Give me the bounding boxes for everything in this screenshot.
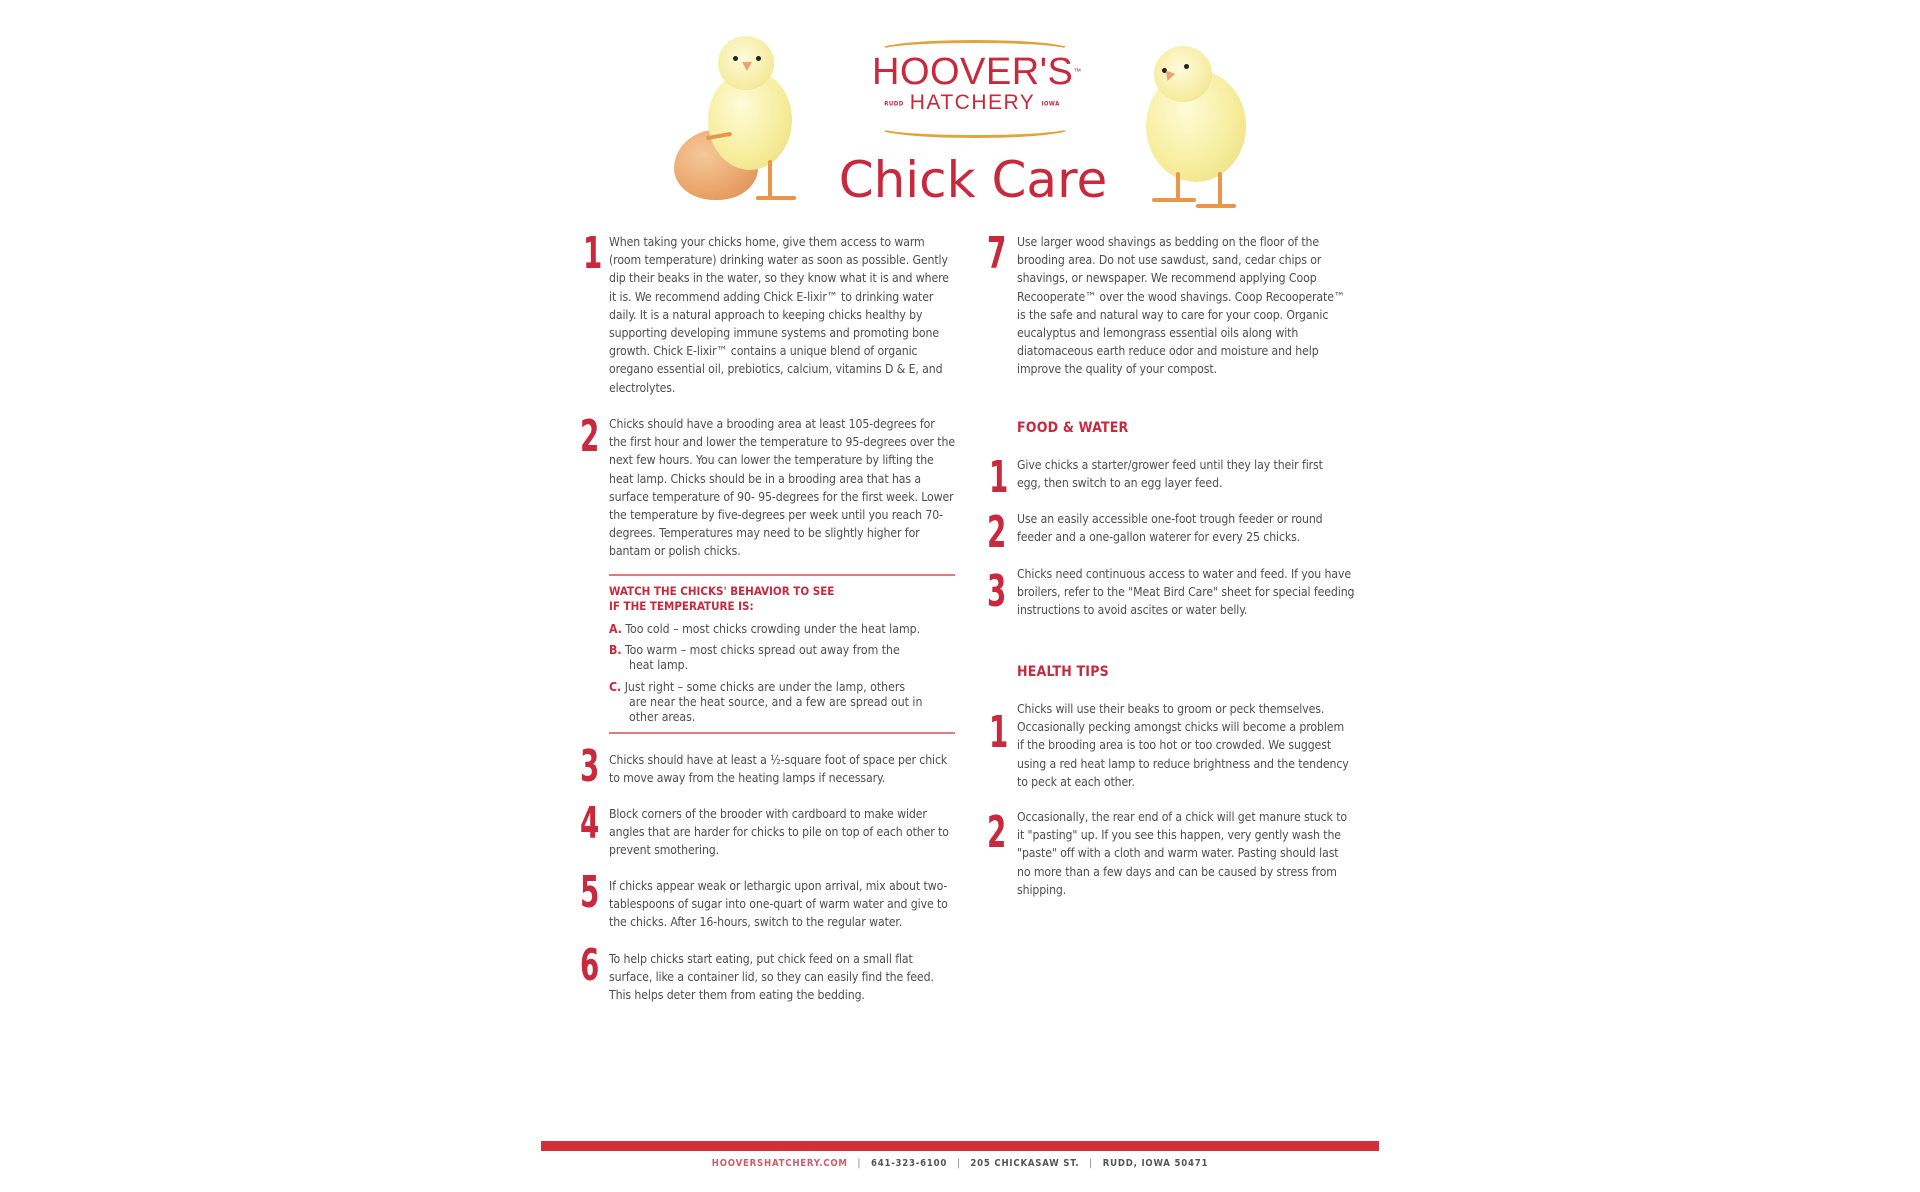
item-number: 1	[989, 452, 1009, 503]
watch-title: WATCH THE CHICKS' BEHAVIOR TO SEE IF THE TEMPERATURE IS:	[609, 584, 835, 613]
logo-brand-name: HOOVER'S™	[872, 51, 1082, 93]
chick-leg	[768, 160, 772, 198]
item-number: 2	[987, 807, 1007, 858]
phone-number: 641-323-6100	[870, 1158, 948, 1169]
chick-eye	[733, 56, 738, 61]
option-too-cold: A. Too cold – most chicks crowding under the heat lamp.	[609, 622, 921, 636]
step-text: Block corners of the brooder with cardboard to make wider angles that are harder for chicks to pile on top of each other to prevent smothering.	[609, 807, 949, 858]
step-number: 7	[987, 228, 1007, 279]
option-too-warm: B. Too warm – most chicks spread out away from the heat lamp.	[609, 643, 900, 672]
logo-subtitle	[872, 92, 1072, 116]
footer-contact	[541, 1158, 1379, 1169]
step-text: Chicks should have a brooding area at least 105-degrees for the first hour and lower the temperature to 95-degrees over the next few hours. You can lower the temperature by lifting the heat lamp. Chicks should be in a brooding area that has a surface temperature of 90- 95-degrees for the first week. Lower the temperature by five-degrees per week until you reach 70-degrees. Temperatures may need to be slightly higher for bantam or polish chicks.	[609, 417, 956, 559]
city-address: RUDD, IOWA 50471	[1102, 1158, 1209, 1169]
website-link[interactable]: HOOVERSHATCHERY.COM	[711, 1158, 848, 1169]
chick-beak	[742, 62, 752, 71]
item-text: Chicks will use their beaks to groom or peck themselves. Occasionally pecking amongst chicks will become a problem if the brooding area is too hot or too crowded. We suggest using a red heat lamp to reduce brightness and the tendency to peck at each other.	[1017, 702, 1349, 789]
step-number: 4	[580, 798, 600, 849]
right-chick-image	[1140, 42, 1250, 212]
step-number: 6	[580, 940, 600, 991]
logo-hatchery: HATCHERY	[909, 91, 1036, 114]
page-title: Chick Care	[838, 151, 1108, 209]
footer-bar	[541, 1141, 1379, 1151]
step-number: 3	[580, 741, 600, 792]
section-heading: HEALTH TIPS	[1017, 664, 1109, 680]
item-text: Give chicks a starter/grower feed until they lay their first egg, then switch to an egg layer feed.	[1017, 458, 1323, 491]
step-number: 5	[580, 867, 600, 918]
chick-foot	[1196, 204, 1236, 208]
item-text: Occasionally, the rear end of a chick will get manure stuck to it "pasting" up. If you see this happen, very gently wash the "paste" off with a cloth and warm water. Pasting should last no more than a few days and can be caused by stress from shipping.	[1017, 810, 1347, 897]
section-heading: FOOD & WATER	[1017, 420, 1129, 436]
chick-foot	[756, 196, 796, 200]
step-number: 1	[583, 228, 603, 279]
chick-foot	[1152, 198, 1196, 202]
step-number: 2	[580, 411, 600, 462]
separator: |	[1089, 1158, 1093, 1169]
left-chick-image	[668, 30, 818, 210]
item-number: 3	[987, 566, 1007, 617]
step-text: If chicks appear weak or lethargic upon arrival, mix about two-tablespoons of sugar into one-quart of warm water and give to the chicks. After 16-hours, switch to the regular water.	[609, 879, 948, 930]
step-text: To help chicks start eating, put chick feed on a small flat surface, like a container lid, so they can easily find the feed. This helps deter them from eating the bedding.	[609, 952, 934, 1003]
item-number: 2	[987, 507, 1007, 558]
option-just-right: C. Just right – some chicks are under the lamp, others are near the heat source, and a few are spread out in other areas.	[609, 680, 923, 724]
item-number: 1	[989, 707, 1009, 758]
logo-state: IOWA	[1041, 100, 1060, 108]
item-text: Chicks need continuous access to water and feed. If you have broilers, refer to the "Meat Bird Care" sheet for special feeding instructions to avoid ascites or water belly.	[1017, 567, 1355, 618]
chick-eye	[756, 56, 761, 61]
chick-eye	[1184, 64, 1189, 69]
separator: |	[857, 1158, 862, 1169]
separator: |	[956, 1158, 961, 1169]
divider-top	[609, 574, 955, 576]
trademark-mark: ™	[1073, 67, 1082, 76]
street-address: 205 CHICKASAW ST.	[970, 1158, 1080, 1169]
hoovers-hatchery-logo	[872, 40, 1082, 132]
chick-leg	[1218, 172, 1222, 206]
item-text: Use an easily accessible one-foot trough feeder or round feeder and a one-gallon waterer for every 25 chicks.	[1017, 512, 1323, 545]
logo-city: RUDD	[884, 100, 904, 108]
step-text: Use larger wood shavings as bedding on the floor of the brooding area. Do not use sawdust, sand, cedar chips or shavings, or newspaper. We recommend applying Coop Recooperate™ over the wood shavings. Coop Recooperate™ is the safe and natural way to care for your coop. Organic eucalyptus and lemongrass essential oils along with diatomaceous earth reduce odor and moisture and help improve the quality of your compost.	[1017, 235, 1345, 377]
divider-bottom	[609, 732, 955, 734]
logo-bottom-arc	[878, 118, 1072, 138]
step-text: Chicks should have at least a ½-square foot of space per chick to move away from the heating lamps if necessary.	[609, 753, 948, 786]
step-text: When taking your chicks home, give them access to warm (room temperature) drinking water as soon as possible. Gently dip their beaks in the water, so they know what it is and where it is. We recommend adding Chick E-lixir™ to drinking water daily. It is a natural approach to keeping chicks healthy by supporting developing immune systems and promoting bone growth. Chick E-lixir™ contains a unique blend of organic oregano essential oil, prebiotics, calcium, vitamins D & E, and electrolytes.	[609, 235, 949, 395]
chick-head	[1154, 46, 1212, 102]
